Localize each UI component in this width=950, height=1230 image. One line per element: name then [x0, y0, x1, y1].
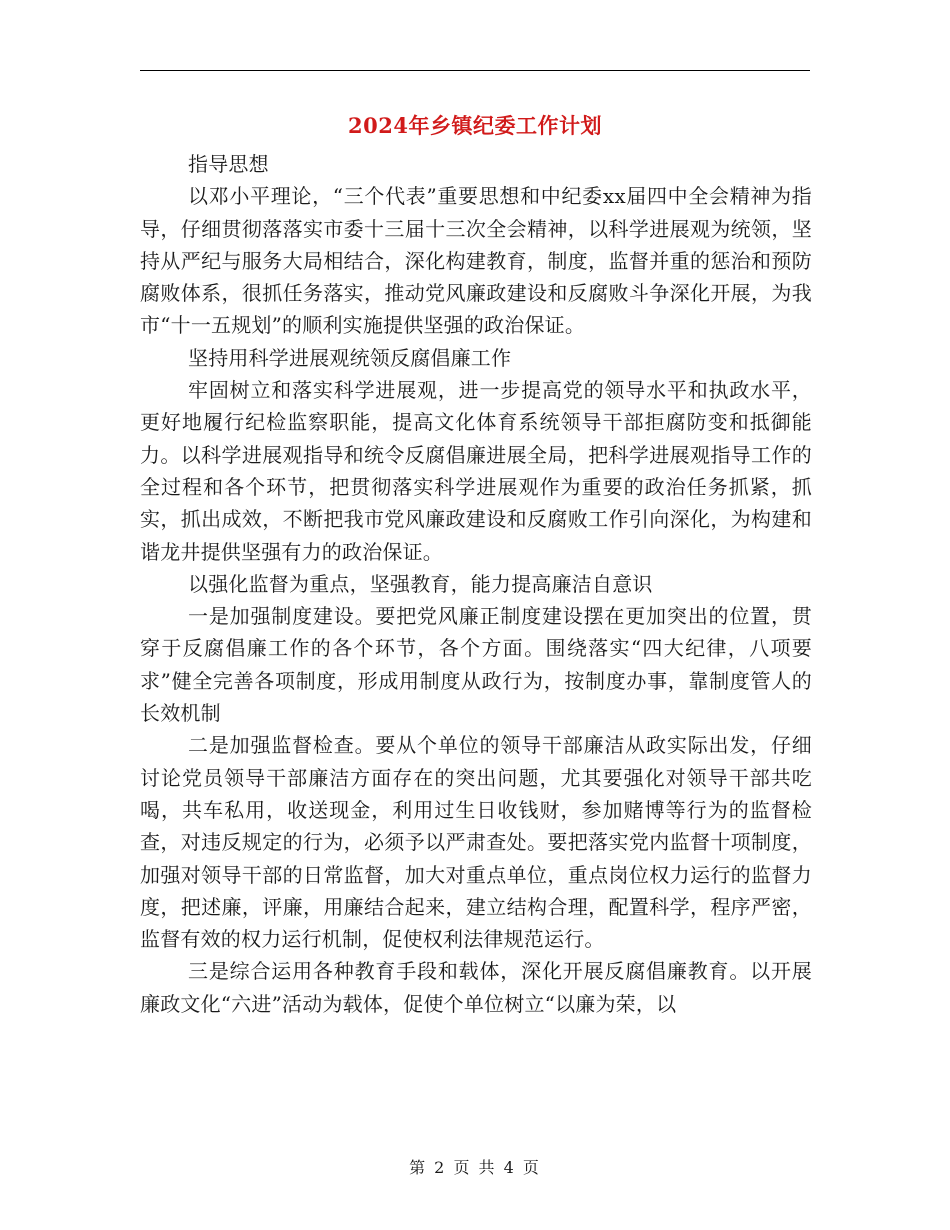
page-number: 第 2 页 共 4 页 — [409, 1158, 541, 1177]
section-heading-scientific-development: 坚持用科学进展观统领反腐倡廉工作 — [188, 345, 512, 370]
body-paragraph: 一是加强制度建设。要把党风廉正制度建设摆在更加突出的位置，贯穿于反腐倡廉工作的各个环节，各个方面。围绕落实“四大纪律，八项要求”健全完善各项制度，形成用制度从政行为，按制度办事，靠制度管人的长效机制 — [140, 604, 812, 726]
body-paragraph: 以邓小平理论，“三个代表”重要思想和中纪委xx届四中全会精神为指导，仔细贯彻落落实市委十三届十三次全会精神，以科学进展观为统领，坚持从严纪与服务大局相结合，深化构建教育，制度，监督并重的惩治和预防腐败体系，很抓任务落实，推动党风廉政建设和反腐败斗争深化开展，为我市“十一五规划”的顺利实施提供坚强的政治保证。 — [140, 184, 812, 338]
body-paragraph: 牢固树立和落实科学进展观，进一步提高党的领导水平和执政水平，更好地履行纪检监察职能，提高文化体育系统领导干部拒腐防变和抵御能力。以科学进展观指导和统令反腐倡廉进展全局，把科学进展观指导工作的全过程和各个环节，把贯彻落实科学进展观作为重要的政治任务抓紧，抓实，抓出成效，不断把我市党风廉政建设和反腐败工作引向深化，为构建和谐龙井提供坚强有力的政治保证。 — [140, 378, 812, 564]
header-rule — [140, 70, 810, 71]
section-heading-supervision: 以强化监督为重点，坚强教育，能力提高廉洁自意识 — [188, 571, 653, 596]
body-paragraph: 三是综合运用各种教育手段和载体，深化开展反腐倡廉教育。以开展廉政文化“六进”活动为载体，促使个单位树立“以廉为荣，以 — [140, 959, 812, 1016]
document-body — [140, 148, 812, 1020]
body-paragraph: 二是加强监督检查。要从个单位的领导干部廉洁从政实际出发，仔细讨论党员领导干部廉洁方面存在的突出问题，尤其要强化对领导干部共吃喝，共车私用，收送现金，利用过生日收钱财，参加赌博等行为的监督检查，对违反规定的行为，必须予以严肃查处。要把落实党内监督十项制度，加强对领导干部的日常监督，加大对重点单位，重点岗位权力运行的监督力度，把述廉，评廉，用廉结合起来，建立结构合理，配置科学，程序严密，监督有效的权力运行机制，促使权利法律规范运行。 — [140, 733, 812, 952]
section-heading-guiding-ideology: 指导思想 — [188, 152, 269, 176]
document-title: 2024年乡镇纪委工作计划 — [348, 113, 602, 138]
